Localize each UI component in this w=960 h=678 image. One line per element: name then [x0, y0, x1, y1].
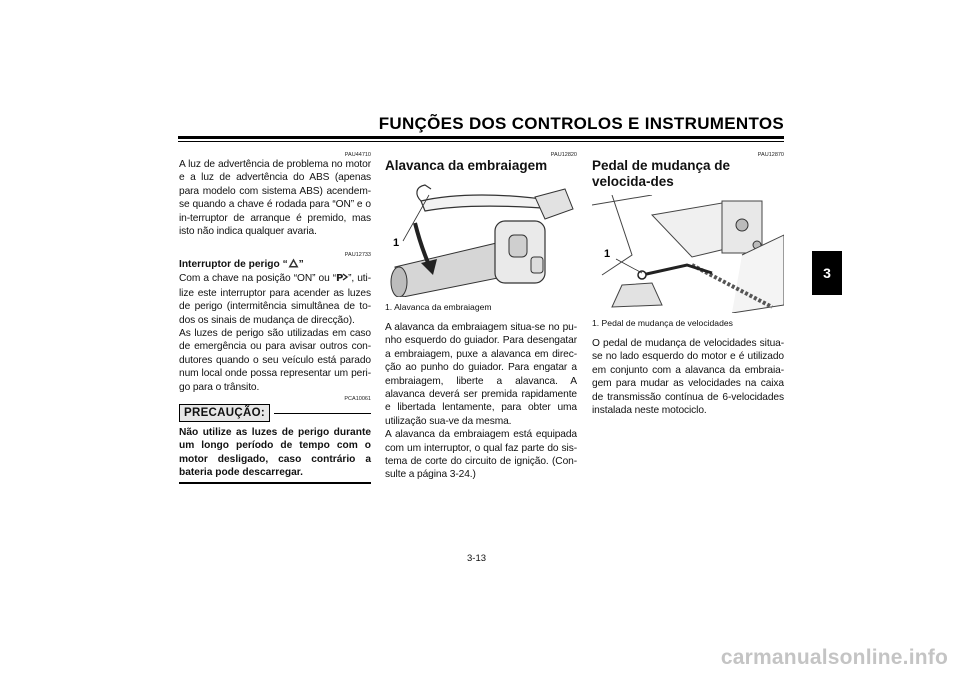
hazard-triangle-icon	[288, 258, 299, 272]
reference-code: PCA10061	[344, 396, 371, 403]
caution-header	[179, 404, 371, 422]
column-right	[592, 150, 784, 417]
paragraph-clutch-usage: A alavanca da embraiagem situa-se no pu-nho esquerdo do guiador. Para desengatar a embraiagem, puxe a alavanca em direc-ção ao punho do guiador. Para engatar a embraiagem, liberte a alavanca. A alavanca deverá ser premida rapidamente e libertada lentamente, para obter uma utilização sua-ve da mesma.	[385, 322, 577, 427]
caution-end-rule	[179, 482, 371, 484]
heading-text-end: ”	[298, 259, 304, 271]
page-number: 3-13	[467, 553, 487, 564]
svg-text:P: P	[336, 273, 344, 283]
caution-text: Não utilize as luzes de perigo durante um longo período de tempo com o motor desligado, caso contrário a bateria pode descarregar.	[179, 427, 371, 478]
page-title: FUNÇÕES DOS CONTROLOS E INSTRUMENTOS	[378, 114, 784, 133]
paragraph-shift-pedal: O pedal de mudança de velocidades situa-se no lado esquerdo do motor e é utilizado em conjunto com a alavanca da embraia-gem para mudar as velocidades na caixa de transmissão contínua de 6-velocidades instalada neste motociclo.	[592, 338, 784, 417]
column-left	[179, 150, 371, 484]
paragraph-hazard-usage	[179, 272, 371, 327]
paragraph-clutch-switch: A alavanca da embraiagem está equipada com um interruptor, o qual faz parte do sis-tema de corte do circuito de ignição. (Con-sulte a página 3-24.)	[385, 429, 577, 481]
reference-code: PAU12820	[550, 152, 577, 158]
heading-text: Interruptor de perigo “	[179, 259, 288, 271]
parking-icon	[336, 272, 348, 286]
chapter-tab	[812, 251, 842, 295]
section-heading-shift-pedal: Pedal de mudança de velocida-des	[592, 158, 731, 189]
figure-caption: 1. Pedal de mudança de velocidades	[592, 318, 733, 328]
figure-callout: 1	[393, 237, 400, 249]
figure-caption: 1. Alavanca da embraiagem	[385, 302, 492, 312]
header-rule-thin	[178, 141, 784, 142]
section-heading-clutch: Alavanca da embraiagem	[385, 158, 548, 173]
chapter-tab-label: 3	[823, 265, 831, 281]
section-heading-hazard	[179, 258, 371, 272]
paragraph-hazard-emergency: As luzes de perigo são utilizadas em caso de emergência ou para avisar outros con-dutores quando o seu veículo está parado num local onde possa representar um peri-go para o trânsito.	[179, 328, 371, 393]
shift-pedal-illustration	[592, 195, 784, 313]
reference-code: PAU44710	[344, 152, 371, 158]
clutch-lever-illustration	[385, 179, 577, 297]
paragraph-text: Com a chave na posição “ON” ou “	[179, 273, 337, 285]
reference-code: PAU12733	[344, 252, 371, 259]
watermark-text: carmanualsonline.info	[720, 646, 948, 669]
paragraph-text-end: ”, uti-lize este interruptor para acender as luzes de perigo (intermitência simultânea de to-dos os sinais de mudança de direcção).	[179, 273, 371, 326]
figure-callout: 1	[604, 248, 611, 260]
paragraph-warning-lights: A luz de advertência de problema no motor e a luz de advertência do ABS (apenas para modelo com sistema ABS) acendem-se quando a chave é rodada para “ON” e o in-terruptor de arranque é premido, mas isto não indica qualquer avaria.	[179, 159, 371, 238]
header-rule	[178, 136, 784, 139]
caution-label: PRECAUÇÃO:	[179, 404, 270, 422]
caution-line	[274, 413, 371, 414]
reference-code: PAU12870	[757, 152, 784, 158]
column-middle	[385, 150, 577, 482]
